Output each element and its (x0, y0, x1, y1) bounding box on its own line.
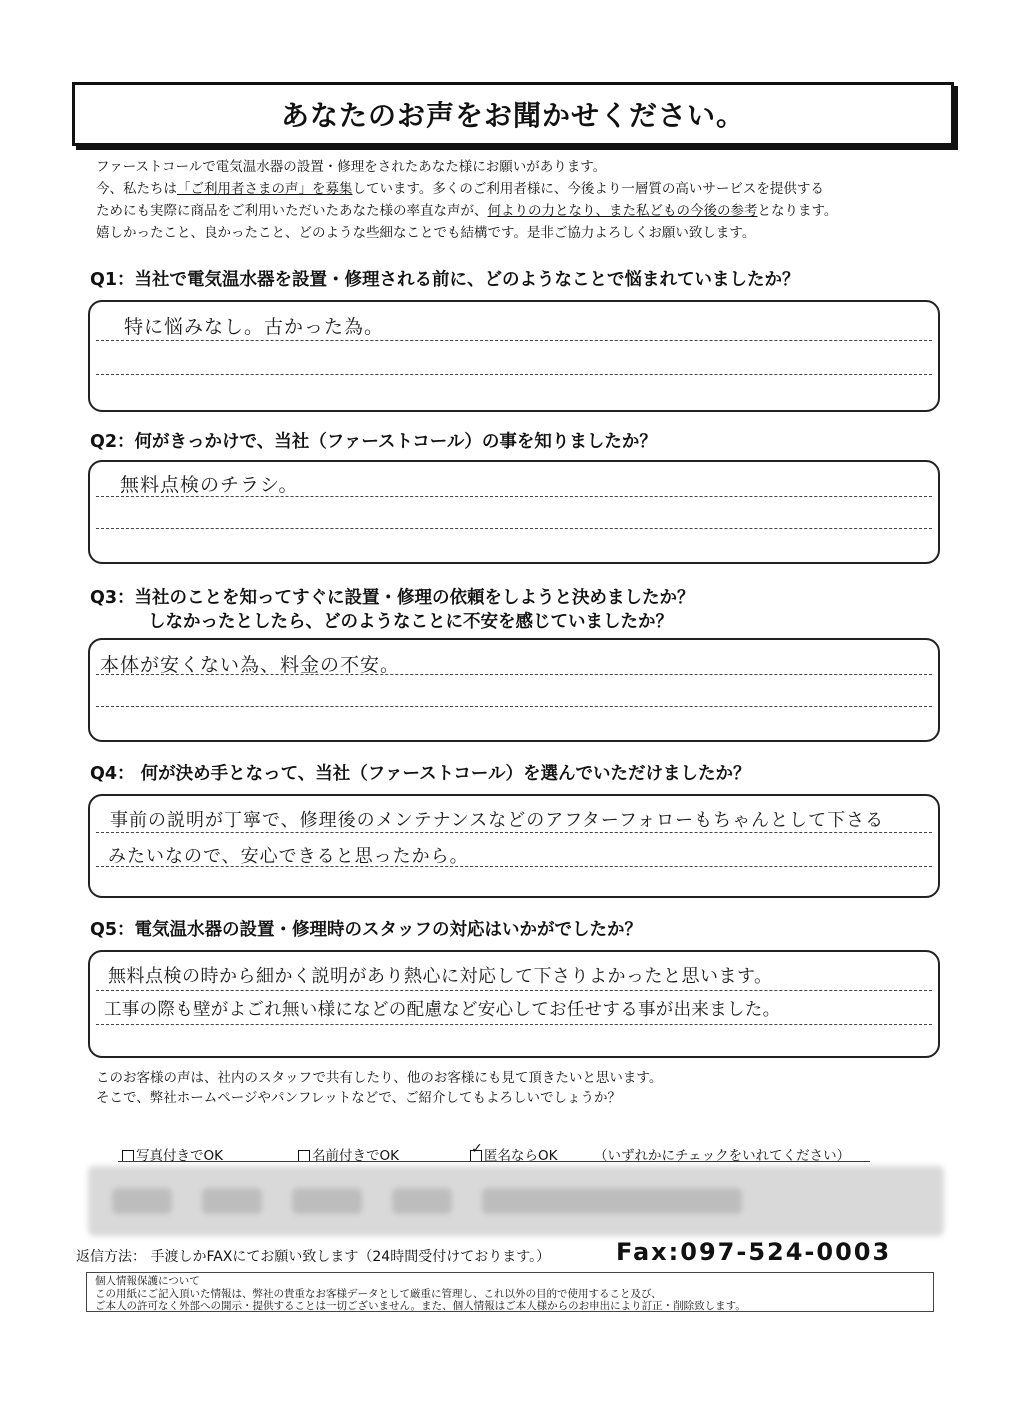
intro-line-3-b: となります。 (757, 203, 838, 219)
answer-box-3[interactable] (88, 638, 940, 742)
intro-text (96, 156, 936, 244)
answer-4-line-1: 事前の説明が丁寧で、修理後のメンテナンスなどのアフターフォローもちゃんとして下さる (110, 810, 885, 831)
question-3-line-2: しなかったとしたら、どのようなことに不安を感じていましたか？ (148, 612, 673, 632)
redacted-personal-info (88, 1166, 944, 1236)
options-underline (118, 1161, 870, 1162)
check-mark-icon: ✓ (471, 1141, 483, 1157)
privacy-heading: 個人情報保護について (95, 1275, 200, 1287)
question-4: Q4： 何が決め手となって、当社（ファーストコール）を選んでいただけましたか？ (90, 764, 751, 784)
title-box (72, 82, 954, 146)
intro-line-4: 嬉しかったこと、良かったこと、どのような些細なことでも結構です。是非ご協力よろしくお願い致します。 (96, 225, 756, 241)
option-anonymous-label: 匿名ならOK (484, 1148, 558, 1164)
intro-line-2 (96, 178, 936, 200)
answer-3-line-1: 本体が安くない為、料金の不安。 (100, 654, 401, 676)
privacy-line-2: ご本人の許可なく外部への開示・提供することは一切ございません。また、個人情報はご本人様からのお申出により訂正・削除致します。 (95, 1300, 746, 1312)
answer-box-4[interactable] (88, 794, 940, 898)
answer-box-1[interactable] (88, 300, 940, 412)
privacy-notice (86, 1272, 934, 1312)
option-name-label: 名前付きでOK (312, 1148, 399, 1164)
option-photo-label: 写真付きでOK (136, 1148, 223, 1164)
share-note (96, 1068, 662, 1108)
intro-line-3-underlined: 何よりの力となり、また私どもの今後の参考 (487, 203, 758, 219)
share-note-line-2: そこで、弊社ホームページやパンフレットなどで、ご紹介してもよろしいでしょうか？ (96, 1090, 622, 1106)
intro-line-3-a: ためにも実際に商品をご利用いただいたあなた様の率直な声が、 (96, 203, 488, 219)
question-1: Q1：当社で電気温水器を設置・修理される前に、どのようなことで悩まれていましたか？ (90, 270, 800, 290)
privacy-line-1: この用紙にご記入頂いた情報は、弊社の貴重なお客様データとして厳重に管理し、これ以外の目的で使用すること及び、 (95, 1287, 662, 1300)
intro-line-1: ファーストコールで電気温水器の設置・修理をされたあなた様にお願いがあります。 (96, 159, 607, 175)
share-note-line-1: このお客様の声は、社内のスタッフで共有したり、他のお客様にも見て頂きたいと思います。 (96, 1070, 663, 1086)
answer-5-line-2: 工事の際も壁がよごれ無い様になどの配慮など安心してお任せする事が出来ました。 (104, 1000, 781, 1020)
answer-1-line-1: 特に悩みなし。古かった為。 (124, 316, 385, 338)
answer-box-2[interactable] (88, 460, 940, 564)
intro-line-2-b: しています。多くのご利用者様に、今後より一層質の高いサービスを提供する (352, 181, 824, 197)
option-instruction: （いずれかにチェックをいれてください） (594, 1148, 851, 1164)
answer-2-line-1: 無料点検のチラシ。 (120, 474, 299, 496)
reply-method: 返信方法： 手渡しかFAXにてお願い致します（24時間受付けております。） (76, 1249, 551, 1265)
intro-line-2-underlined: 「ご利用者さまの声」を募集 (177, 181, 353, 197)
question-2: Q2：何がきっかけで、当社（ファーストコール）の事を知りましたか？ (90, 432, 657, 452)
question-3: Q3：当社のことを知ってすぐに設置・修理の依頼をしようと決めましたか？ (90, 588, 695, 608)
answer-box-5[interactable] (88, 950, 940, 1058)
page-title: あなたのお声をお聞かせください。 (280, 99, 745, 132)
answer-4-line-2: みたいなので、安心できると思ったから。 (108, 846, 469, 867)
question-5: Q5：電気温水器の設置・修理時のスタッフの対応はいかがでしたか？ (90, 920, 643, 940)
answer-5-line-1: 無料点検の時から細かく説明があり熱心に対応して下さりよかったと思います。 (108, 966, 773, 987)
intro-line-2-a: 今、私たちは (96, 181, 177, 197)
intro-line-3 (96, 200, 936, 222)
fax-number: Fax:097-524-0003 (616, 1238, 892, 1266)
